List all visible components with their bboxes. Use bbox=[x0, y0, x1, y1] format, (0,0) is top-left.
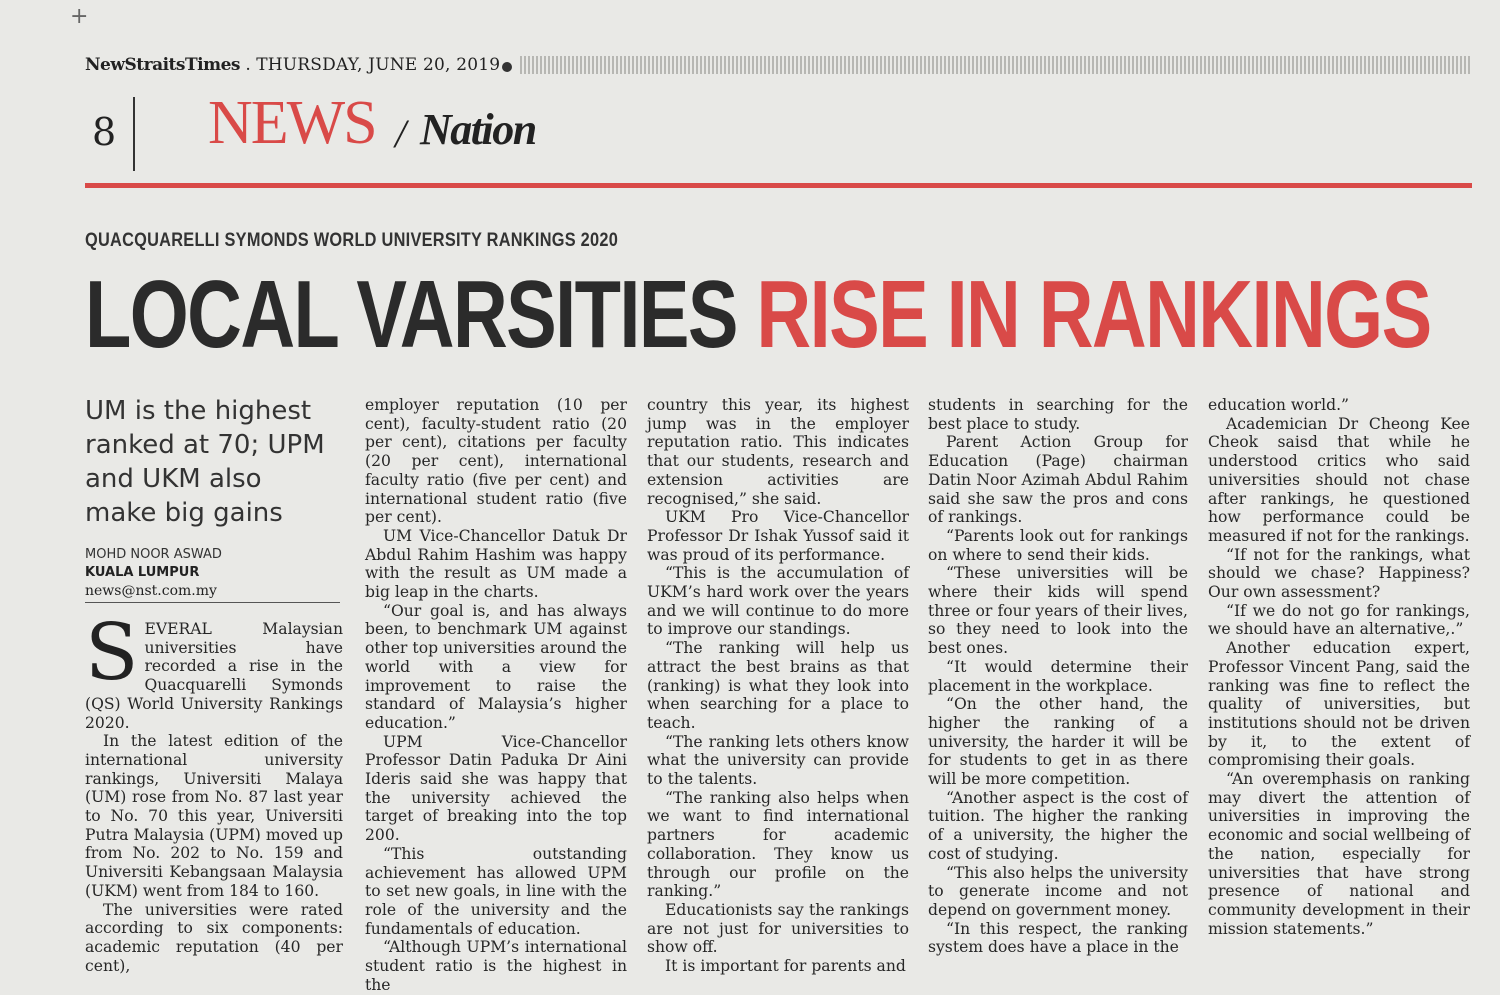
byline-dateline: KUALA LUMPUR bbox=[85, 565, 200, 580]
article-paragraph: country this year, its highest jump was in the employer reputation ratio. This indicates that our students, research and extension activities are recognised,” she said. bbox=[647, 396, 909, 508]
article-column-4 bbox=[928, 396, 1188, 957]
article-paragraph: Academician Dr Cheong Kee Cheok saisd that while he understood critics who said universities should not chase after rankings, he questioned how performance could be measured if not for the rankings. bbox=[1208, 414, 1470, 545]
article-paragraph: “If not for the rankings, what should we chase? Happiness? Our own assessment? bbox=[1208, 545, 1470, 602]
article-paragraph: “The ranking will help us attract the best brains as that (ranking) is what they look into when searching for a place to teach. bbox=[647, 639, 909, 732]
paper-name: NewStraitsTimes bbox=[85, 55, 240, 75]
article-paragraph: students in searching for the best place to study. bbox=[928, 396, 1188, 433]
article-paragraph: It is important for parents and bbox=[665, 957, 906, 976]
article-paragraph: The universities were rated according to six components: academic reputation (40 per cent), bbox=[85, 900, 343, 975]
article-paragraph: Parent Action Group for Education (Page) chairman Datin Noor Azimah Abdul Rahim said she saw the pros and cons of rankings. bbox=[928, 433, 1188, 527]
crop-mark-icon: + bbox=[70, 4, 89, 29]
page-divider bbox=[133, 97, 135, 171]
article-paragraph: “This also helps the university to generate income and not depend on government money. bbox=[928, 863, 1188, 919]
headline bbox=[85, 262, 1431, 368]
subsection-name: Nation bbox=[420, 105, 536, 154]
standfirst: UM is the highest ranked at 70; UPM and UKM also make big gains bbox=[85, 396, 325, 528]
article-paragraph: “These universities will be where their kids will spend three or four years of their lives, so they need to look into the best ones. bbox=[928, 564, 1188, 658]
section-slash: / bbox=[395, 111, 407, 156]
section-rule bbox=[85, 183, 1472, 188]
issue-date: THURSDAY, JUNE 20, 2019 bbox=[256, 55, 501, 75]
article-paragraph: “This is the accumulation of UKM’s hard work over the years and we will continue to do more to improve our standings. bbox=[647, 564, 909, 639]
article-paragraph: “On the other hand, the higher the ranking of a university, the harder it will be for students to get in as there will be more competition. bbox=[928, 695, 1188, 789]
article-paragraph: “Our goal is, and has always been, to benchmark UM against other top universities around the world with a view for improvement to raise the standard of Malaysia’s higher education.” bbox=[365, 601, 627, 732]
article-paragraph: “The ranking also helps when we want to find international partners for academic collaboration. They know us through our profile on the ranking.” bbox=[647, 788, 909, 901]
byline-rule bbox=[85, 602, 340, 603]
bullet-dot-icon bbox=[502, 62, 512, 72]
byline-author: MOHD NOOR ASWAD bbox=[85, 547, 222, 562]
article-paragraph: Another education expert, Professor Vincent Pang, said the ranking was fine to reflect the quality of universities, but institutions should not be driven by it, to the extent of compromising their goals. bbox=[1208, 639, 1470, 770]
article-paragraph: SEVERAL Malaysian universities have recorded a rise in the Quacquarelli Symonds (QS) World University Rankings 2020. bbox=[85, 608, 343, 732]
article-paragraph: “If we do not go for rankings, we should have an alternative,.” bbox=[1208, 601, 1470, 639]
article-paragraph: “Another aspect is the cost of tuition. The higher the ranking of a university, the higher the cost of studying. bbox=[928, 788, 1188, 863]
article-column-3 bbox=[647, 396, 909, 976]
masthead bbox=[85, 55, 500, 79]
section-name: NEWS bbox=[208, 89, 376, 157]
article-paragraph: “It would determine their placement in the workplace. bbox=[928, 657, 1188, 695]
byline-email: news@nst.com.my bbox=[85, 583, 217, 599]
article-paragraph: “Parents look out for rankings on where to send their kids. bbox=[928, 526, 1188, 564]
article-paragraph: UPM Vice-Chancellor Professor Datin Paduka Dr Aini Ideris said she was happy that the university achieved the target of breaking into the top 200. bbox=[365, 732, 627, 845]
article-paragraph: “The ranking lets others know what the university can provide to the talents. bbox=[647, 732, 909, 789]
article-paragraph: “In this respect, the ranking system does have a place in the bbox=[928, 919, 1188, 957]
byline bbox=[85, 546, 340, 600]
article-paragraph: UKM Pro Vice-Chancellor Professor Dr Ishak Yussof said it was proud of its performance. bbox=[647, 508, 909, 564]
kicker: QUACQUARELLI SYMONDS WORLD UNIVERSITY RANKINGS 2020 bbox=[85, 230, 619, 251]
article-column-2 bbox=[365, 396, 627, 995]
article-column-5 bbox=[1208, 396, 1470, 938]
masthead-pattern-bar bbox=[520, 56, 1470, 74]
headline-part-2: RISE IN RANKINGS bbox=[756, 261, 1431, 368]
drop-cap: S bbox=[85, 608, 139, 698]
masthead-separator: . bbox=[239, 55, 257, 75]
headline-part-1: LOCAL VARSITIES bbox=[85, 261, 737, 368]
page-number: 8 bbox=[92, 110, 117, 154]
article-paragraph: employer reputation (10 per cent), faculty-student ratio (20 per cent), citations per faculty (20 per cent), international faculty ratio (five per cent) and international student ratio (five per cent). bbox=[365, 396, 627, 527]
article-paragraph: “An overemphasis on ranking may divert the attention of universities in improving the economic and social wellbeing of the nation, especially for universities that have strong presence of national and community development in their mission statements.” bbox=[1208, 770, 1470, 938]
article-paragraph: “This outstanding achievement has allowed UPM to set new goals, in line with the role of the university and the fundamentals of education. bbox=[365, 844, 627, 938]
article-column-1 bbox=[85, 608, 344, 975]
article-paragraph: education world.” bbox=[1208, 396, 1350, 414]
article-paragraph: “Although UPM’s international student ratio is the highest in the bbox=[365, 938, 627, 994]
article-paragraph: In the latest edition of the international university rankings, Universiti Malaya (UM) rose from No. 87 last year to No. 70 this year, Universiti Putra Malaysia (UPM) moved up from No. 202 to No. 159 and Universiti Kebangsaan Malaysia (UKM) went from 184 to 160. bbox=[85, 732, 344, 900]
article-paragraph: Educationists say the rankings are not just for universities to show off. bbox=[647, 900, 909, 957]
article-paragraph: UM Vice-Chancellor Datuk Dr Abdul Rahim Hashim was happy with the result as UM made a big leap in the charts. bbox=[365, 526, 627, 602]
